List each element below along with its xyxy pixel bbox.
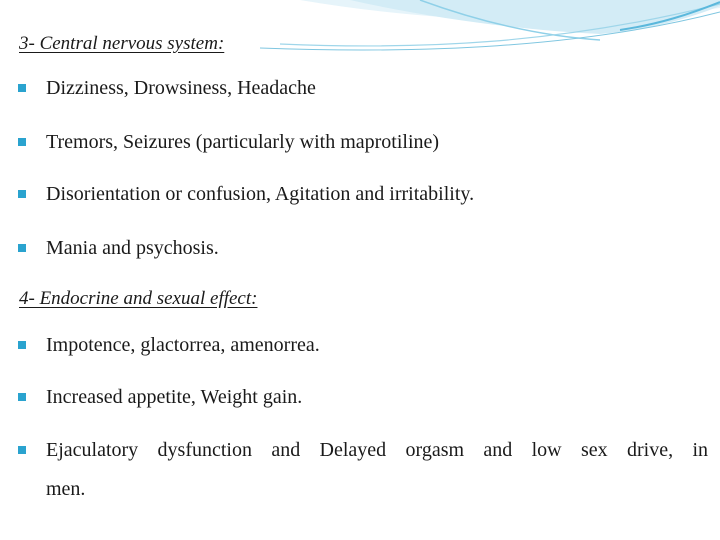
square-bullet-icon [18,190,26,198]
square-bullet-icon [18,138,26,146]
square-bullet-icon [18,84,26,92]
square-bullet-icon [18,244,26,252]
bullet-item: Disorientation or confusion, Agitation and irritability. [18,184,708,204]
square-bullet-icon [18,393,26,401]
section-heading-cns: 3- Central nervous system: [19,33,225,54]
square-bullet-icon [18,446,26,454]
square-bullet-icon [18,341,26,349]
section-heading-endocrine: 4- Endocrine and sexual effect: [19,288,258,309]
bullet-item-continuation: men. [46,478,86,500]
bullet-item: Impotence, glactorrea, amenorrea. [18,335,708,355]
bullet-item: Dizziness, Drowsiness, Headache [18,78,708,98]
bullet-item: Increased appetite, Weight gain. [18,387,708,407]
bullet-item: Ejaculatory dysfunction and Delayed orgasm and low sex drive, in [18,440,708,460]
bullet-item: Tremors, Seizures (particularly with maprotiline) [18,132,708,152]
bullet-item: Mania and psychosis. [18,238,708,258]
